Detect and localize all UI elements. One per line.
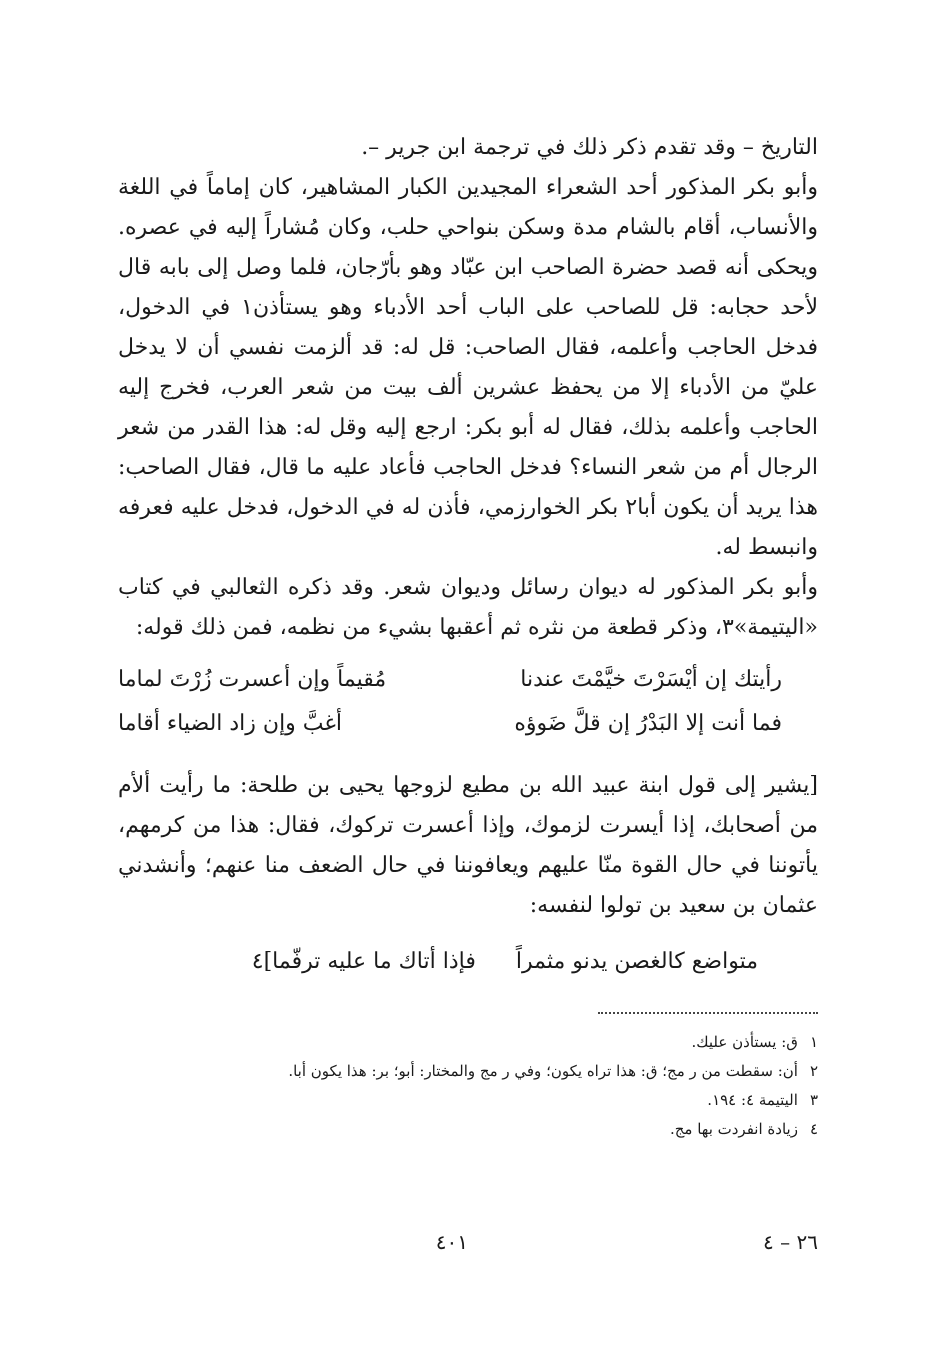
footnote: [118, 1028, 818, 1057]
verse-second-hemistich: فإذا أتاك ما عليه ترفّما]٤: [251, 949, 476, 974]
footnote-number: ٤: [809, 1120, 818, 1138]
footnote-number: ١: [809, 1033, 818, 1051]
main-text: [118, 128, 818, 648]
verse-first-hemistich: فما أنت إلا البَدْرُ إن قلَّ ضَوؤه: [514, 711, 782, 736]
bracket-text: [118, 766, 818, 926]
signature-mark: ٢٦ – ٤: [763, 1230, 818, 1254]
verse-first-hemistich: متواضع كالغصن يدنو مثمراً: [515, 949, 758, 974]
verse-second-hemistich: مُقيماً وإن أعسرت زُرْتَ لماما: [118, 667, 387, 692]
footnotes: [118, 1028, 818, 1144]
verse-line: [118, 702, 818, 746]
footnote-divider: [598, 1012, 818, 1014]
verse-line: [118, 658, 818, 702]
page-number: ٤٠١: [435, 1230, 468, 1254]
footnote-text: اليتيمة ٤: ١٩٤.: [707, 1091, 798, 1109]
final-verse: [118, 940, 818, 984]
verse-first-hemistich: رأيتك إن أيْسَرْتَ خيَّمْتَ عندنا: [520, 667, 782, 692]
footnote-text: أن: سقطت من ر مج؛ ق: هذا تراه يكون؛ وفي ر مج والمختار: أبو؛ بر: هذا يكون أبا.: [288, 1062, 798, 1080]
footnote: [118, 1115, 818, 1144]
paragraph: وأبو بكر المذكور أحد الشعراء المجيدين الكبار المشاهير، كان إماماً في اللغة والأنساب، أقام بالشام مدة وسكن بنواحي حلب، وكان مُشاراً إليه في عصره. ويحكى أنه قصد حضرة الصاحب ابن عبّاد وهو بأرّجان، فلما وصل إلى بابه قال لأحد حجابه: قل للصاحب على الباب أحد الأدباء وهو يستأذن١ في الدخول، فدخل الحاجب وأعلمه، فقال الصاحب: قل له: قد ألزمت نفسي أن لا يدخل عليّ من الأدباء إلا من يحفظ عشرين ألف بيت من شعر العرب، فخرج إليه الحاجب وأعلمه بذلك، فقال له أبو بكر: ارجع إليه وقل له: هذا القدر من شعر الرجال أم من شعر النساء؟ فدخل الحاجب فأعاد عليه ما قال، فقال الصاحب: هذا يريد أن يكون أبا٢ بكر الخوارزمي، فأذن له في الدخول، فدخل عليه فعرفه وانبسط له.: [118, 175, 819, 560]
paragraph: وأبو بكر المذكور له ديوان رسائل وديوان شعر. وقد ذكره الثعالبي في كتاب «اليتيمة»٣، وذكر قطعة من نثره ثم أعقبها بشيء من نظمه، فمن ذلك قوله:: [118, 575, 818, 640]
poem: [118, 658, 818, 746]
paragraph: التاريخ – وقد تقدم ذكر ذلك في ترجمة ابن جرير –.: [361, 135, 818, 160]
footnote-text: ق: يستأذن عليك.: [691, 1033, 798, 1051]
footnote: [118, 1057, 818, 1086]
page-content: [118, 128, 818, 1144]
footnote-number: ٢: [809, 1062, 818, 1080]
verse-second-hemistich: أغبَّ وإن زاد الضياء أقاما: [118, 711, 343, 736]
paragraph: [يشير إلى قول ابنة عبيد الله بن مطيع لزوجها يحيى بن طلحة: ما رأيت ألأم من أصحابك، إذا أيسرت لزموك، وإذا أعسرت تركوك، فقال: هذا من كرمهم، يأتوننا في حال القوة منّا عليهم ويعافوننا في حال الضعف منا عنهم؛ وأنشدني عثمان بن سعيد بن تولوا لنفسه:: [118, 773, 818, 918]
footnote-number: ٣: [809, 1091, 818, 1109]
footnote: [118, 1086, 818, 1115]
footnote-text: زيادة انفردت بها مج.: [669, 1120, 798, 1138]
